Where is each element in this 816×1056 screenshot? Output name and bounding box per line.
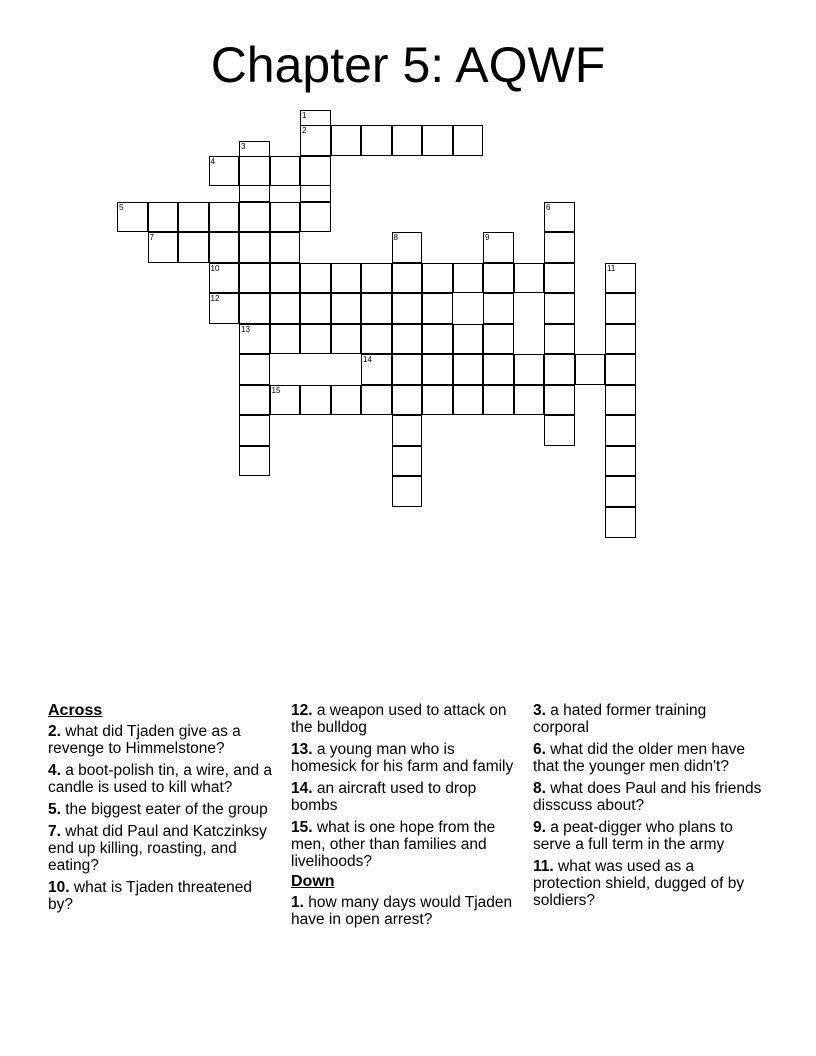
cell-number: 6	[546, 202, 551, 212]
clue-text: what is one hope from the men, other than families and livelihoods?	[291, 819, 496, 870]
crossword-cell[interactable]	[422, 354, 453, 385]
crossword-cell[interactable]	[453, 263, 484, 294]
crossword-cell[interactable]	[361, 263, 392, 294]
clue-text: what is Tjaden threatened by?	[48, 879, 252, 913]
crossword-cell[interactable]	[453, 125, 484, 156]
crossword-cell[interactable]	[331, 263, 362, 294]
crossword-cell[interactable]	[300, 263, 331, 294]
crossword-cell[interactable]	[270, 263, 301, 294]
down-heading: Down	[291, 873, 335, 890]
crossword-cell[interactable]	[148, 202, 179, 233]
cell-number: 9	[485, 233, 490, 243]
clue-number: 15.	[291, 819, 313, 836]
crossword-cell[interactable]	[117, 202, 148, 233]
crossword-cell[interactable]	[239, 354, 270, 385]
crossword-cell[interactable]	[300, 324, 331, 355]
clue-text: a peat-digger who plans to serve a full term in the army	[533, 819, 733, 853]
crossword-cell[interactable]	[392, 415, 423, 446]
clue-text: what was used as a protection shield, dugged of by soldiers?	[533, 858, 745, 909]
crossword-cell[interactable]	[544, 324, 575, 355]
crossword-cell[interactable]	[544, 415, 575, 446]
clue-across-15	[291, 819, 523, 870]
crossword-cell[interactable]	[392, 385, 423, 416]
cell-number: 5	[119, 202, 124, 212]
crossword-cell[interactable]	[239, 415, 270, 446]
crossword-cell[interactable]	[422, 293, 453, 324]
clue-column-3	[533, 702, 765, 914]
cell-number: 1	[302, 111, 307, 120]
clue-text: the biggest eater of the group	[65, 801, 268, 818]
clue-number: 2.	[48, 723, 61, 740]
crossword-cell[interactable]	[422, 125, 453, 156]
clue-across-5	[48, 801, 280, 818]
clue-number: 7.	[48, 823, 61, 840]
cell-number: 11	[607, 263, 616, 273]
crossword-cell[interactable]	[300, 385, 331, 416]
crossword-cell[interactable]	[392, 324, 423, 355]
crossword-cell[interactable]	[605, 354, 636, 385]
crossword-cell[interactable]	[605, 324, 636, 355]
crossword-cell[interactable]	[331, 125, 362, 156]
across-heading: Across	[48, 702, 103, 719]
crossword-cell[interactable]	[514, 354, 545, 385]
clue-number: 9.	[533, 819, 546, 836]
crossword-cell[interactable]	[544, 263, 575, 294]
clue-across-7	[48, 823, 280, 874]
crossword-cell[interactable]	[331, 293, 362, 324]
crossword-cell[interactable]	[361, 324, 392, 355]
clue-text: a boot-polish tin, a wire, and a candle is used to kill what?	[48, 762, 273, 796]
crossword-cell[interactable]	[392, 263, 423, 294]
crossword-cell[interactable]	[544, 354, 575, 385]
crossword-cell[interactable]	[300, 202, 331, 233]
cell-number: 2	[302, 126, 307, 136]
clue-number: 11.	[533, 858, 554, 875]
page-title: Chapter 5: AQWF	[210, 37, 606, 93]
crossword-cell[interactable]	[605, 385, 636, 416]
crossword-cell[interactable]	[453, 385, 484, 416]
clue-number: 10.	[48, 879, 70, 896]
clue-text: how many days would Tjaden have in open arrest?	[291, 894, 513, 928]
clue-down-3	[533, 702, 765, 736]
clue-number: 14.	[291, 780, 313, 797]
clue-down-1	[291, 894, 523, 928]
crossword-cell[interactable]	[483, 324, 514, 355]
cell-number: 8	[393, 233, 398, 243]
clue-number: 13.	[291, 741, 313, 758]
cell-number: 4	[210, 156, 215, 166]
crossword-cell[interactable]	[453, 324, 484, 355]
crossword-cell[interactable]	[331, 385, 362, 416]
clue-text: what did the older men have that the younger men didn't?	[533, 741, 745, 775]
clue-text: what does Paul and his friends disscuss about?	[533, 780, 762, 814]
crossword-cell[interactable]	[392, 293, 423, 324]
clue-across-4	[48, 762, 280, 796]
crossword-cell[interactable]	[270, 202, 301, 233]
crossword-cell[interactable]	[178, 232, 209, 263]
clue-across-13	[291, 741, 523, 775]
crossword-cell[interactable]	[300, 293, 331, 324]
crossword-cell[interactable]	[239, 156, 270, 187]
clue-number: 5.	[48, 801, 61, 818]
crossword-cell[interactable]	[209, 202, 240, 233]
clue-number: 3.	[533, 702, 546, 719]
clue-column-1	[48, 702, 280, 918]
clue-across-14	[291, 780, 523, 814]
crossword-cell[interactable]	[178, 202, 209, 233]
clue-column-2	[291, 702, 523, 933]
crossword-cell[interactable]	[605, 476, 636, 507]
clue-number: 12.	[291, 702, 313, 719]
crossword-cell[interactable]	[331, 324, 362, 355]
crossword-cell[interactable]	[392, 125, 423, 156]
crossword-cell[interactable]	[300, 156, 331, 187]
crossword-cell[interactable]	[239, 324, 270, 355]
cell-number: 14	[363, 355, 372, 365]
crossword-cell[interactable]	[605, 293, 636, 324]
crossword-cell[interactable]	[544, 232, 575, 263]
crossword-cell[interactable]	[544, 385, 575, 416]
crossword-cell[interactable]	[453, 354, 484, 385]
crossword-cell[interactable]	[605, 446, 636, 477]
clue-number: 1.	[291, 894, 304, 911]
crossword-cell[interactable]	[239, 263, 270, 294]
crossword-cell[interactable]	[514, 385, 545, 416]
crossword-cell[interactable]	[392, 354, 423, 385]
clue-text: an aircraft used to drop bombs	[291, 780, 477, 814]
crossword-cell[interactable]	[361, 354, 392, 385]
crossword-cell[interactable]	[422, 324, 453, 355]
crossword-cell[interactable]	[239, 293, 270, 324]
crossword-cell[interactable]	[605, 263, 636, 294]
crossword-cell[interactable]	[270, 385, 301, 416]
crossword-cell[interactable]	[361, 385, 392, 416]
crossword-cell[interactable]	[209, 156, 240, 187]
crossword-cell[interactable]	[544, 202, 575, 233]
clue-text: a young man who is homesick for his farm and family	[291, 741, 514, 775]
cell-number: 12	[210, 294, 220, 304]
crossword-cell[interactable]	[483, 385, 514, 416]
clue-number: 8.	[533, 780, 546, 797]
crossword-cell[interactable]	[605, 507, 636, 538]
clue-down-8	[533, 780, 765, 814]
crossword-cell[interactable]	[422, 385, 453, 416]
cell-number: 7	[149, 233, 154, 243]
crossword-cell[interactable]	[270, 324, 301, 355]
clue-down-11	[533, 858, 765, 909]
clue-across-12	[291, 702, 523, 736]
crossword-cell[interactable]	[209, 232, 240, 263]
crossword-cell[interactable]	[239, 446, 270, 477]
cell-number: 13	[241, 324, 250, 334]
crossword-cell[interactable]	[514, 263, 545, 294]
crossword-cell[interactable]	[483, 263, 514, 294]
crossword-cell[interactable]	[483, 354, 514, 385]
clue-text: a weapon used to attack on the bulldog	[291, 702, 507, 736]
crossword-cell[interactable]	[148, 232, 179, 263]
cell-number: 15	[271, 385, 281, 395]
crossword-cell[interactable]	[544, 293, 575, 324]
crossword-cell[interactable]	[483, 293, 514, 324]
crossword-cell[interactable]	[209, 293, 240, 324]
clue-across-2	[48, 723, 280, 757]
clue-text: what did Tjaden give as a revenge to Himmelstone?	[48, 723, 241, 757]
clue-number: 6.	[533, 741, 546, 758]
crossword-cell[interactable]	[392, 476, 423, 507]
crossword-cell[interactable]	[239, 385, 270, 416]
crossword-cell[interactable]	[361, 125, 392, 156]
crossword-cell[interactable]	[270, 293, 301, 324]
crossword-cell[interactable]	[300, 125, 331, 156]
clue-down-9	[533, 819, 765, 853]
crossword-cell[interactable]	[209, 263, 240, 294]
clue-down-6	[533, 741, 765, 775]
clue-number: 4.	[48, 762, 61, 779]
clue-text: what did Paul and Katczinksy end up killing, roasting, and eating?	[48, 823, 267, 874]
crossword-cell[interactable]	[361, 293, 392, 324]
crossword-cell[interactable]	[270, 232, 301, 263]
crossword-cell[interactable]	[422, 263, 453, 294]
crossword-cell[interactable]	[392, 232, 423, 263]
crossword-cell[interactable]	[575, 354, 606, 385]
crossword-cell[interactable]	[239, 202, 270, 233]
cell-number: 10	[210, 263, 220, 273]
crossword-cell[interactable]	[392, 446, 423, 477]
clue-text: a hated former training corporal	[533, 702, 707, 736]
crossword-cell[interactable]	[605, 415, 636, 446]
crossword-cell[interactable]	[483, 232, 514, 263]
crossword-cell[interactable]	[239, 232, 270, 263]
crossword-cell[interactable]	[270, 156, 301, 187]
cell-number: 3	[241, 141, 246, 151]
clue-across-10	[48, 879, 280, 913]
